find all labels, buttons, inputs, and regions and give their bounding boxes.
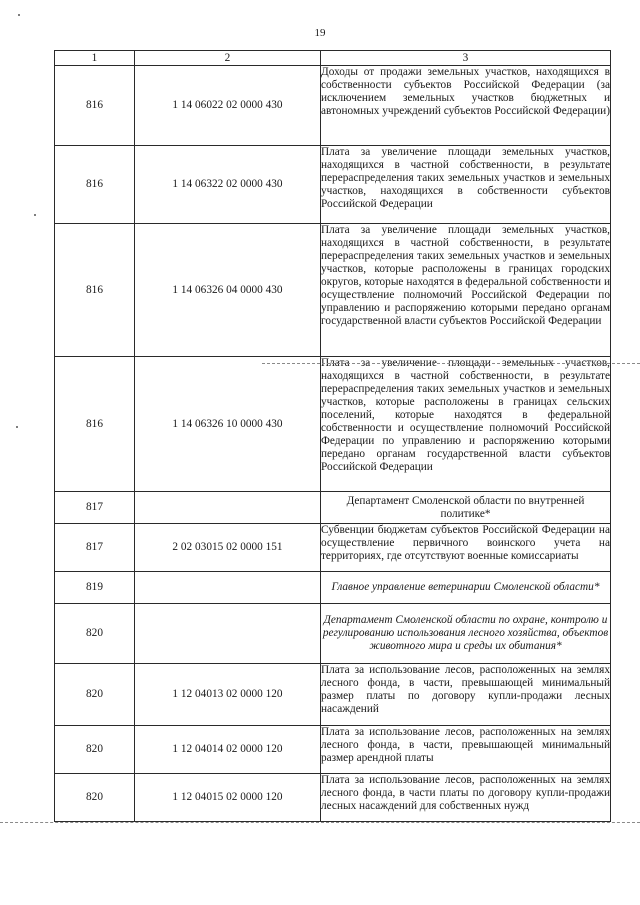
revenue-code-cell [135, 492, 321, 524]
department-heading-cell: Департамент Смоленской области по внутренней политике* [321, 492, 611, 524]
description-cell: Плата за увеличение площади земельных участков, находящихся в частной собственности, в результате перераспределения таких земельных участков и земельных участков, находящихся в собственности субъектов Российской Федерации [321, 146, 611, 224]
admin-code-cell: 820 [55, 604, 135, 664]
revenue-code-cell: 1 14 06322 02 0000 430 [135, 146, 321, 224]
page-number: 19 [314, 27, 326, 39]
admin-code-cell: 819 [55, 572, 135, 604]
scan-artifact-line-upper [262, 363, 640, 364]
revenue-code-cell [135, 604, 321, 664]
revenue-code-cell: 1 14 06326 10 0000 430 [135, 357, 321, 492]
table-row [55, 664, 611, 726]
admin-code-cell: 817 [55, 492, 135, 524]
revenue-code-cell: 1 12 04013 02 0000 120 [135, 664, 321, 726]
revenue-code-cell: 2 02 03015 02 0000 151 [135, 524, 321, 572]
department-heading-cell: Департамент Смоленской области по охране, контролю и регулированию использования лесного хозяйства, объектов животного мира и среды их обитания* [321, 604, 611, 664]
admin-code-cell: 817 [55, 524, 135, 572]
table-row [55, 357, 611, 492]
admin-code-cell: 816 [55, 66, 135, 146]
revenue-code-cell: 1 14 06326 04 0000 430 [135, 224, 321, 357]
admin-code-cell: 820 [55, 774, 135, 822]
table-row [55, 604, 611, 664]
description-cell: Субвенции бюджетам субъектов Российской Федерации на осуществление первичного воинского учета на территориях, где отсутствуют военные комиссариаты [321, 524, 611, 572]
table-row [55, 774, 611, 822]
column-header-2: 2 [135, 51, 321, 66]
table-row [55, 224, 611, 357]
scan-artifact-line-lower [0, 822, 640, 823]
description-cell: Плата за использование лесов, расположенных на землях лесного фонда, в части, превышающей минимальный размер арендной платы [321, 726, 611, 774]
description-cell: Плата за использование лесов, расположенных на землях лесного фонда, в части, превышающей минимальный размер платы по договору купли-продажи лесных насаждений [321, 664, 611, 726]
table-row [55, 66, 611, 146]
admin-code-cell: 816 [55, 146, 135, 224]
revenue-code-cell [135, 572, 321, 604]
admin-code-cell: 820 [55, 726, 135, 774]
column-header-1: 1 [55, 51, 135, 66]
description-cell: Плата за увеличение площади земельных участков, находящихся в частной собственности, в результате перераспределения таких земельных участков и земельных участков, которые расположены в границах сельских поселений, которые находятся в федеральной собственности и осуществление полномочий Российской Федерации по управлению и распоряжению которыми передано органам государственной власти субъектов Российской Федерации [321, 357, 611, 492]
admin-code-cell: 816 [55, 357, 135, 492]
revenue-code-cell: 1 14 06022 02 0000 430 [135, 66, 321, 146]
table-header-row [55, 51, 611, 66]
budget-codes-table [54, 50, 611, 822]
table-row [55, 524, 611, 572]
table-row [55, 726, 611, 774]
description-cell: Плата за использование лесов, расположенных на землях лесного фонда, в части платы по договору купли-продажи лесных насаждений для собственных нужд [321, 774, 611, 822]
revenue-code-cell: 1 12 04014 02 0000 120 [135, 726, 321, 774]
admin-code-cell: 816 [55, 224, 135, 357]
column-header-3: 3 [321, 51, 611, 66]
table-row [55, 572, 611, 604]
scan-speck [34, 214, 36, 216]
scan-speck [18, 14, 20, 16]
table-row [55, 146, 611, 224]
description-cell: Доходы от продажи земельных участков, находящихся в собственности субъектов Российской Федерации (за исключением земельных участков бюджетных и автономных учреждений субъектов Российской Федерации) [321, 66, 611, 146]
department-heading-cell: Главное управление ветеринарии Смоленской области* [321, 572, 611, 604]
table-row [55, 492, 611, 524]
scan-speck [16, 426, 18, 428]
revenue-code-cell: 1 12 04015 02 0000 120 [135, 774, 321, 822]
description-cell: Плата за увеличение площади земельных участков, находящихся в частной собственности, в результате перераспределения таких земельных участков и земельных участков, которые расположены в границах городских округов, которые находятся в федеральной собственности и осуществление полномочий Российской Федерации по управлению и распоряжению которыми передано органам государственной власти субъектов Российской Федерации [321, 224, 611, 357]
admin-code-cell: 820 [55, 664, 135, 726]
